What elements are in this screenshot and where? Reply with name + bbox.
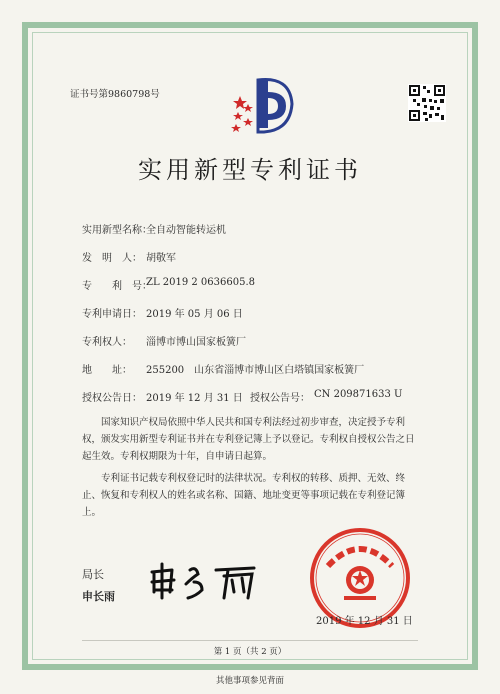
utility-model-name-label: 实用新型名称： <box>82 225 152 236</box>
seal-date: 2019 年 12 月 31 日 <box>316 616 413 627</box>
grant-number-label: 授权公告号： <box>250 393 310 404</box>
inventor-label: 发 明 人： <box>82 253 142 264</box>
commissioner-title: 局长 <box>82 568 104 581</box>
footer-note: 其他事项参见背面 <box>215 676 284 686</box>
certificate-title: 实用新型专利证书 <box>138 156 362 184</box>
filing-date-label: 专利申请日： <box>82 309 142 320</box>
signature-block <box>82 566 115 604</box>
footer-divider <box>82 640 418 641</box>
address-label: 地 址： <box>82 365 132 376</box>
grant-statement: 国家知识产权局依照中华人民共和国专利法经过初步审查，决定授予专利权，颁发实用新型专利证书并在专利登记簿上予以登记。专利权自授权公告之日起生效。专利权期限为十年，自申请日起算。 <box>82 417 415 462</box>
address-value: 255200 山东省淄博市博山区白塔镇国家板簧厂 <box>146 365 365 376</box>
patentee-value: 淄博市博山国家板簧厂 <box>146 337 246 348</box>
inventor-value: 胡敬军 <box>146 253 176 264</box>
patent-number-label: 专 利 号： <box>82 281 152 292</box>
handwritten-signature <box>146 562 266 604</box>
filing-date-value: 2019 年 05 月 06 日 <box>146 309 243 320</box>
grant-date-label: 授权公告日： <box>82 393 142 404</box>
patent-office-logo <box>228 74 298 136</box>
utility-model-name-value: 全自动智能转运机 <box>146 225 226 236</box>
page-indicator: 第 1 页（共 2 页） <box>213 647 287 657</box>
grant-number-value: CN 209871633 U <box>314 389 403 400</box>
commissioner-name: 申长雨 <box>82 590 115 603</box>
patent-number-value: ZL 2019 2 0636605.8 <box>146 277 256 288</box>
patentee-label: 专利权人： <box>82 337 132 348</box>
grant-date-value: 2019 年 12 月 31 日 <box>146 393 243 404</box>
qr-code <box>408 84 446 122</box>
certificate-number: 证书号第9860798号 <box>70 89 160 100</box>
legal-status-statement: 专利证书记载专利权登记时的法律状况。专利权的转移、质押、无效、终止、恢复和专利权人的姓名或名称、国籍、地址变更等事项记载在专利登记簿上。 <box>82 473 406 518</box>
